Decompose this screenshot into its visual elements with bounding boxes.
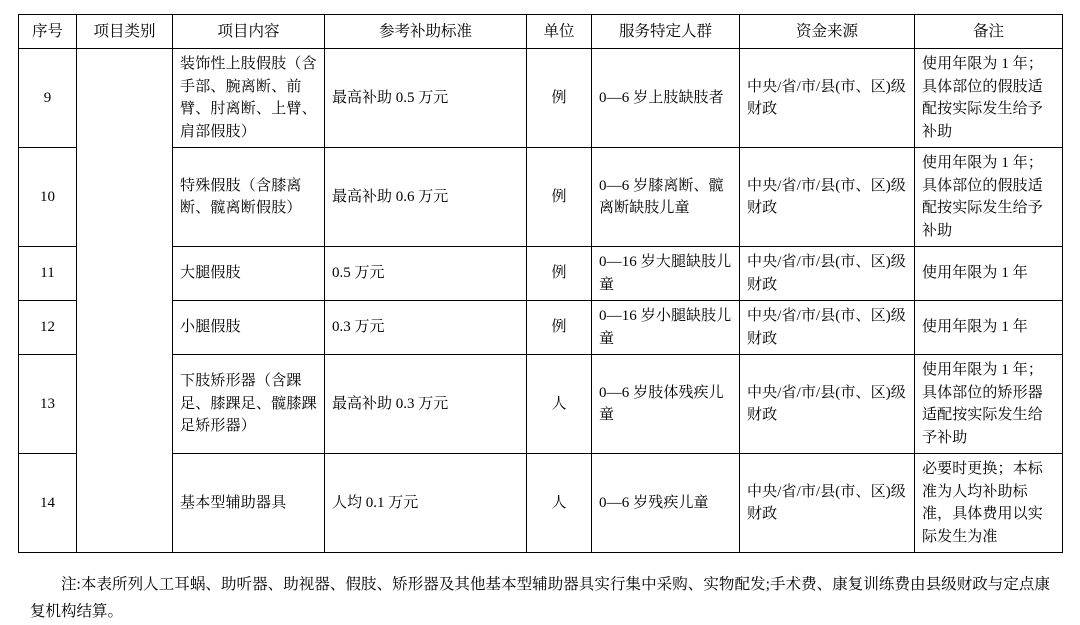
cell-no: 14 <box>19 454 77 553</box>
cell-no: 10 <box>19 148 77 247</box>
cell-unit: 人 <box>527 454 592 553</box>
cell-item: 基本型辅助器具 <box>173 454 325 553</box>
subsidy-standards-table <box>18 14 1063 553</box>
column-header-fund: 资金来源 <box>740 15 915 49</box>
column-header-category: 项目类别 <box>77 15 173 49</box>
table-row <box>19 301 1063 355</box>
table-row <box>19 454 1063 553</box>
cell-remark: 使用年限为 1 年；具体部位的假肢适配按实际发生给予补助 <box>915 148 1063 247</box>
cell-standard: 人均 0.1 万元 <box>325 454 527 553</box>
table-row <box>19 49 1063 148</box>
cell-standard: 最高补助 0.3 万元 <box>325 355 527 454</box>
cell-no: 13 <box>19 355 77 454</box>
cell-unit: 例 <box>527 49 592 148</box>
table-footnote: 注:本表所列人工耳蜗、助听器、助视器、假肢、矫形器及其他基本型辅助器具实行集中采购、实物配发;手术费、康复训练费由县级财政与定点康复机构结算。 <box>30 576 1050 621</box>
cell-fund: 中央/省/市/县(市、区)级财政 <box>740 49 915 148</box>
cell-standard: 0.3 万元 <box>325 301 527 355</box>
table-row <box>19 148 1063 247</box>
cell-people: 0—6 岁膝离断、髋离断缺肢儿童 <box>592 148 740 247</box>
column-header-standard: 参考补助标准 <box>325 15 527 49</box>
table-body <box>19 49 1063 553</box>
cell-fund: 中央/省/市/县(市、区)级财政 <box>740 148 915 247</box>
cell-people: 0—6 岁残疾儿童 <box>592 454 740 553</box>
cell-remark: 使用年限为 1 年 <box>915 247 1063 301</box>
cell-item: 大腿假肢 <box>173 247 325 301</box>
column-header-item: 项目内容 <box>173 15 325 49</box>
cell-people: 0—6 岁上肢缺肢者 <box>592 49 740 148</box>
cell-people: 0—16 岁大腿缺肢儿童 <box>592 247 740 301</box>
cell-fund: 中央/省/市/县(市、区)级财政 <box>740 454 915 553</box>
cell-fund: 中央/省/市/县(市、区)级财政 <box>740 355 915 454</box>
cell-no: 9 <box>19 49 77 148</box>
cell-fund: 中央/省/市/县(市、区)级财政 <box>740 247 915 301</box>
column-header-remark: 备注 <box>915 15 1063 49</box>
table-row <box>19 247 1063 301</box>
cell-remark: 使用年限为 1 年；具体部位的假肢适配按实际发生给予补助 <box>915 49 1063 148</box>
cell-item: 小腿假肢 <box>173 301 325 355</box>
cell-remark: 必要时更换；本标准为人均补助标准，具体费用以实际发生为准 <box>915 454 1063 553</box>
cell-item: 下肢矫形器（含踝足、膝踝足、髋膝踝足矫形器） <box>173 355 325 454</box>
cell-fund: 中央/省/市/县(市、区)级财政 <box>740 301 915 355</box>
cell-no: 12 <box>19 301 77 355</box>
column-header-unit: 单位 <box>527 15 592 49</box>
table-header <box>19 15 1063 49</box>
cell-unit: 例 <box>527 247 592 301</box>
column-header-no: 序号 <box>19 15 77 49</box>
cell-item: 特殊假肢（含膝离断、髋离断假肢） <box>173 148 325 247</box>
cell-remark: 使用年限为 1 年；具体部位的矫形器适配按实际发生给予补助 <box>915 355 1063 454</box>
cell-standard: 最高补助 0.5 万元 <box>325 49 527 148</box>
cell-unit: 例 <box>527 301 592 355</box>
cell-unit: 例 <box>527 148 592 247</box>
cell-people: 0—16 岁小腿缺肢儿童 <box>592 301 740 355</box>
table-header-row <box>19 15 1063 49</box>
cell-people: 0—6 岁肢体残疾儿童 <box>592 355 740 454</box>
cell-unit: 人 <box>527 355 592 454</box>
cell-category <box>77 49 173 553</box>
cell-no: 11 <box>19 247 77 301</box>
cell-standard: 最高补助 0.6 万元 <box>325 148 527 247</box>
cell-remark: 使用年限为 1 年 <box>915 301 1063 355</box>
cell-standard: 0.5 万元 <box>325 247 527 301</box>
column-header-people: 服务特定人群 <box>592 15 740 49</box>
table-row <box>19 355 1063 454</box>
cell-item: 装饰性上肢假肢（含手部、腕离断、前臂、肘离断、上臂、肩部假肢） <box>173 49 325 148</box>
